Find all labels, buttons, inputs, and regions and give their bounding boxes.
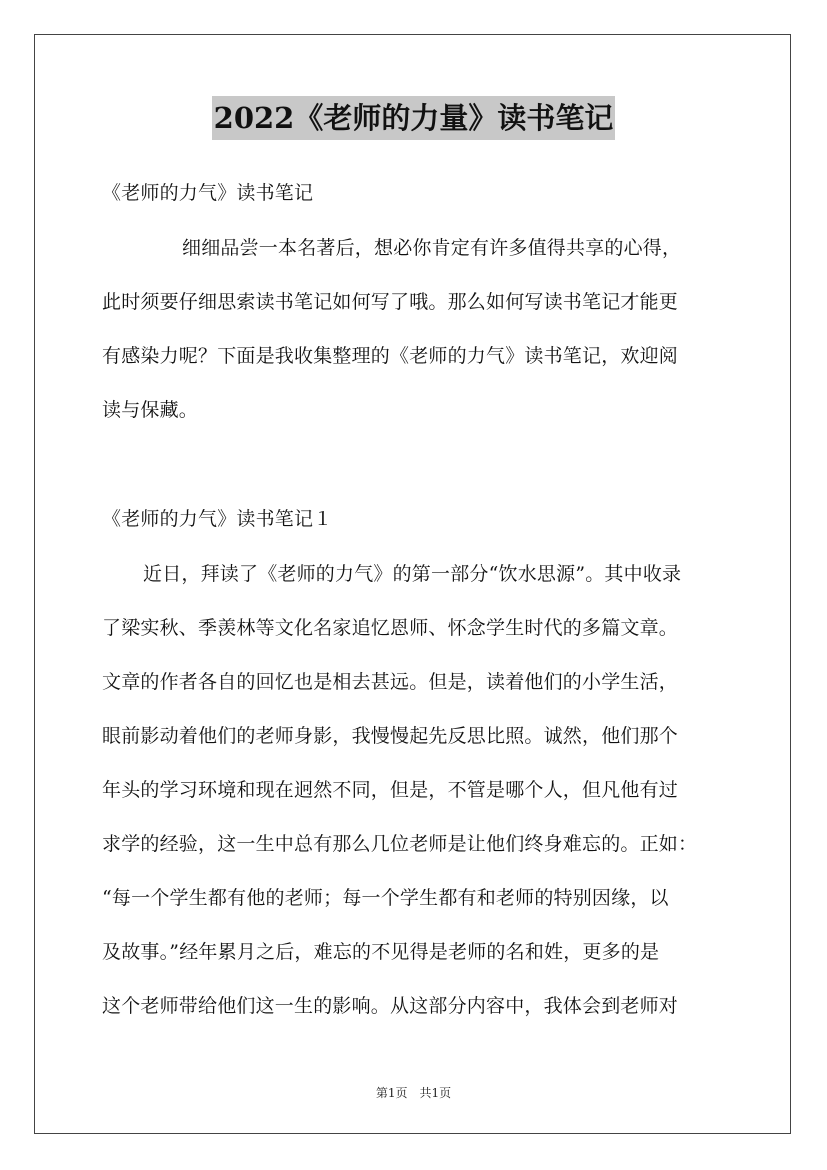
- page-footer: 第1页 共1页: [375, 1086, 452, 1100]
- body-line: 近日，拜读了《老师的力气》的第一部分“饮水思源”。其中收录: [143, 563, 682, 585]
- body-line: 文章的作者各自的回忆也是相去甚远。但是，读着他们的小学生活，: [102, 671, 679, 693]
- intro-line: 细细品尝一本名著后，想必你肯定有许多值得共享的心得，: [182, 237, 682, 259]
- body-line: 这个老师带给他们这一生的影响。从这部分内容中，我体会到老师对: [102, 995, 679, 1017]
- subtitle: 《老师的力气》读书笔记: [102, 182, 314, 204]
- section-heading: 《老师的力气》读书笔记１: [102, 508, 333, 530]
- intro-line: 此时须要仔细思索读书笔记如何写了哦。那么如何写读书笔记才能更: [102, 291, 679, 313]
- body-line: 及故事。”经年累月之后，难忘的不见得是老师的名和姓，更多的是: [102, 941, 660, 963]
- body-line: 年头的学习环境和现在迥然不同，但是，不管是哪个人，但凡他有过: [102, 779, 679, 801]
- title-container: [0, 96, 827, 140]
- intro-line: 有感染力呢？下面是我收集整理的《老师的力气》读书笔记，欢迎阅: [102, 345, 679, 367]
- body-line: 眼前影动着他们的老师身影，我慢慢起先反思比照。诚然，他们那个: [102, 725, 679, 747]
- body-line: 了梁实秋、季羡林等文化名家追忆恩师、怀念学生时代的多篇文章。: [102, 617, 679, 639]
- body-line: “每一个学生都有他的老师；每一个学生都有和老师的特别因缘，以: [102, 887, 669, 909]
- intro-line: 读与保藏。: [102, 399, 199, 421]
- document-title: 2022《老师的力量》读书笔记: [212, 96, 616, 140]
- body-line: 求学的经验，这一生中总有那么几位老师是让他们终身难忘的。正如：: [102, 833, 698, 855]
